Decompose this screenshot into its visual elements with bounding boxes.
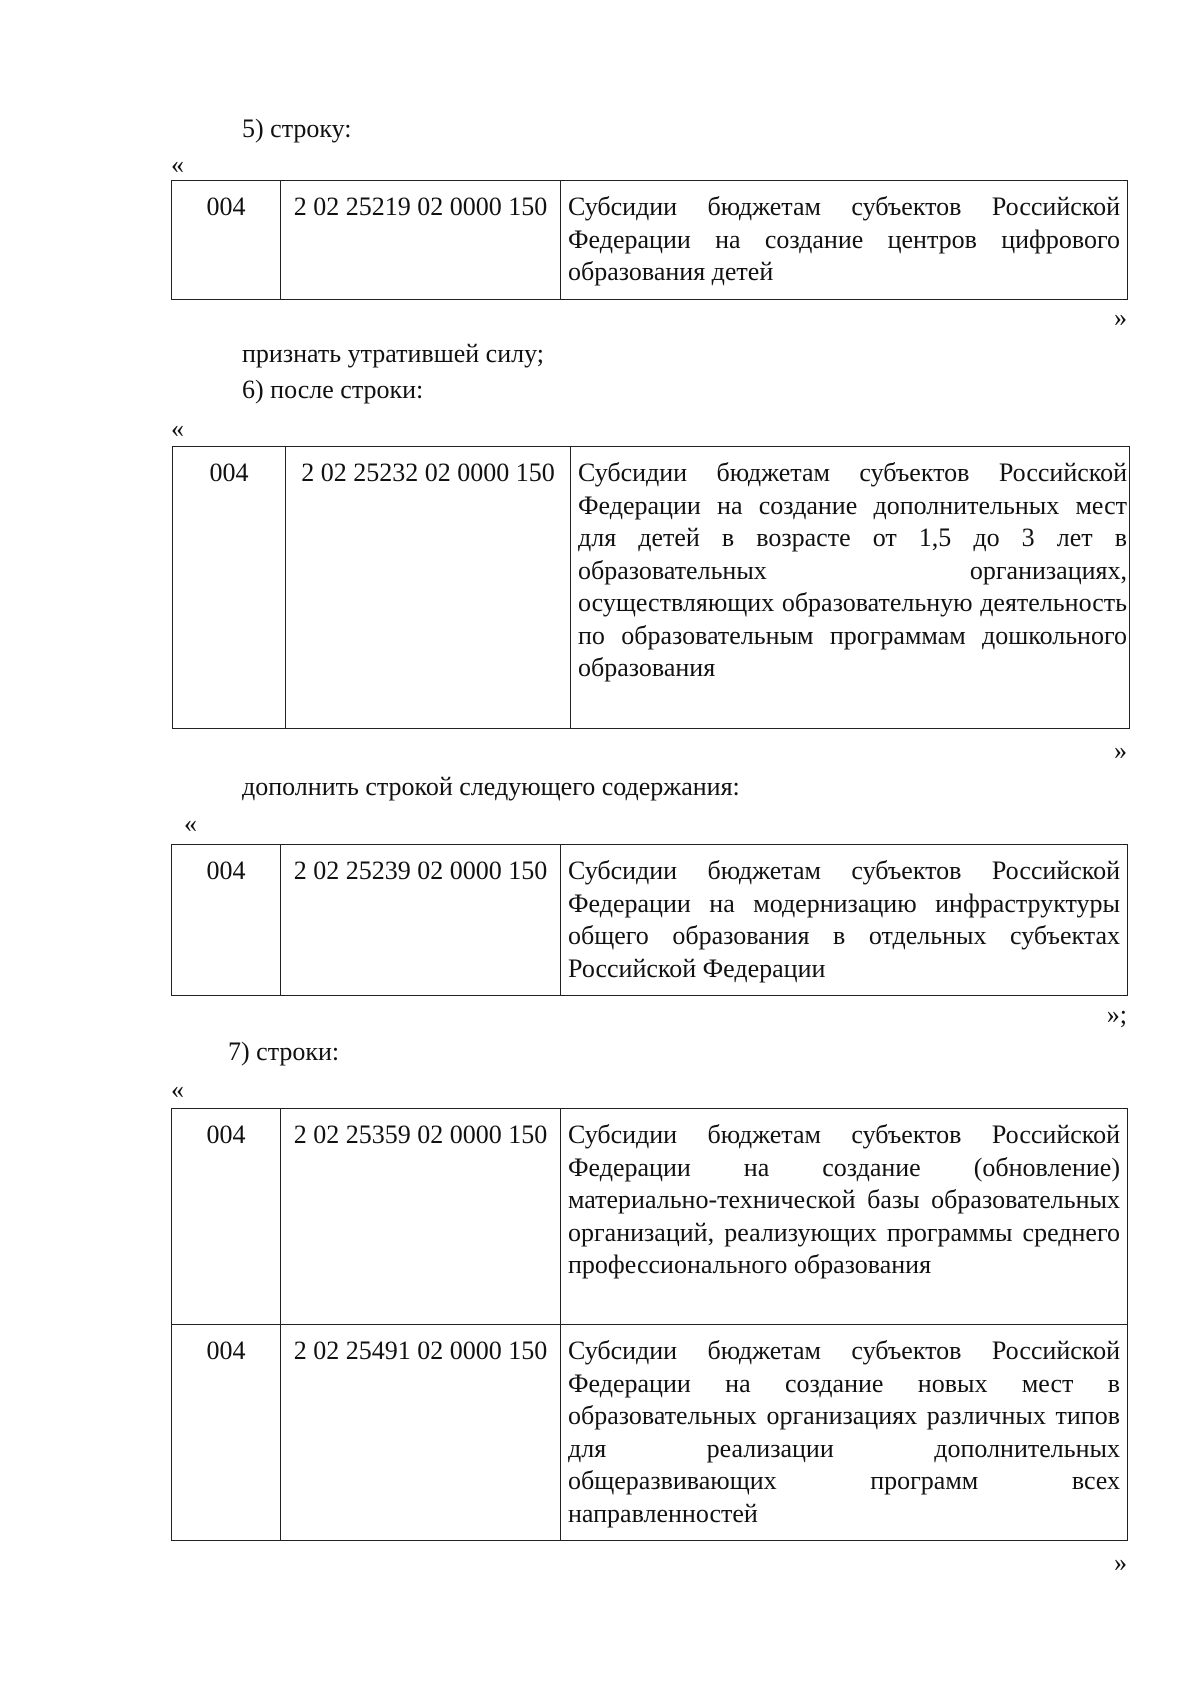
code-cell: 004 — [172, 1109, 281, 1325]
item6-table — [172, 446, 1130, 729]
code-cell: 004 — [172, 845, 281, 996]
item6-close-quote: » — [1114, 736, 1127, 765]
description-cell: Субсидии бюджетам субъектов Российской Федерации на создание новых мест в образовательных организациях различных типов для реализации дополнительных общеразвивающих программ всех направленностей — [561, 1325, 1128, 1541]
code-cell: 004 — [173, 447, 286, 729]
description-cell: Субсидии бюджетам субъектов Российской Федерации на создание (обновление) материально-технической базы образовательных организаций, реализующих программы среднего профессионального образования — [561, 1109, 1128, 1325]
item5-open-quote: « — [171, 150, 184, 179]
table-row — [172, 1109, 1128, 1325]
item7-open-quote: « — [171, 1075, 184, 1104]
code-cell: 004 — [172, 181, 281, 300]
item6-action: дополнить строкой следующего содержания: — [242, 772, 740, 801]
item6-new-open-quote: « — [184, 809, 197, 838]
table-row — [172, 845, 1128, 996]
item7-close-quote: » — [1114, 1548, 1127, 1577]
table-row — [172, 1325, 1128, 1541]
item5-table — [171, 180, 1128, 300]
budget-code-cell: 2 02 25219 02 0000 150 — [281, 181, 561, 300]
code-cell: 004 — [172, 1325, 281, 1541]
item6-new-table — [171, 844, 1128, 996]
item6-heading: 6) после строки: — [242, 375, 424, 404]
description-cell: Субсидии бюджетам субъектов Российской Федерации на создание центров цифрового образования детей — [561, 181, 1128, 300]
table-row — [172, 181, 1128, 300]
item7-heading: 7) строки: — [228, 1037, 340, 1066]
item7-table — [171, 1108, 1128, 1541]
budget-code-cell: 2 02 25491 02 0000 150 — [281, 1325, 561, 1541]
item5-close-quote: » — [1114, 303, 1127, 332]
table-row — [173, 447, 1130, 729]
item6-new-close-quote: »; — [1106, 1000, 1127, 1029]
budget-code-cell: 2 02 25239 02 0000 150 — [281, 845, 561, 996]
item6-open-quote: « — [171, 414, 184, 443]
item5-heading: 5) строку: — [242, 114, 352, 143]
description-cell: Субсидии бюджетам субъектов Российской Федерации на модернизацию инфраструктуры общего образования в отдельных субъектах Российской Федерации — [561, 845, 1128, 996]
budget-code-cell: 2 02 25359 02 0000 150 — [281, 1109, 561, 1325]
item5-action: признать утратившей силу; — [242, 339, 544, 368]
description-cell: Субсидии бюджетам субъектов Российской Федерации на создание дополнительных мест для детей в возрасте от 1,5 до 3 лет в образовательных организациях, осуществляющих образовательную деятельность по образовательным программам дошкольного образования — [571, 447, 1130, 729]
budget-code-cell: 2 02 25232 02 0000 150 — [286, 447, 571, 729]
